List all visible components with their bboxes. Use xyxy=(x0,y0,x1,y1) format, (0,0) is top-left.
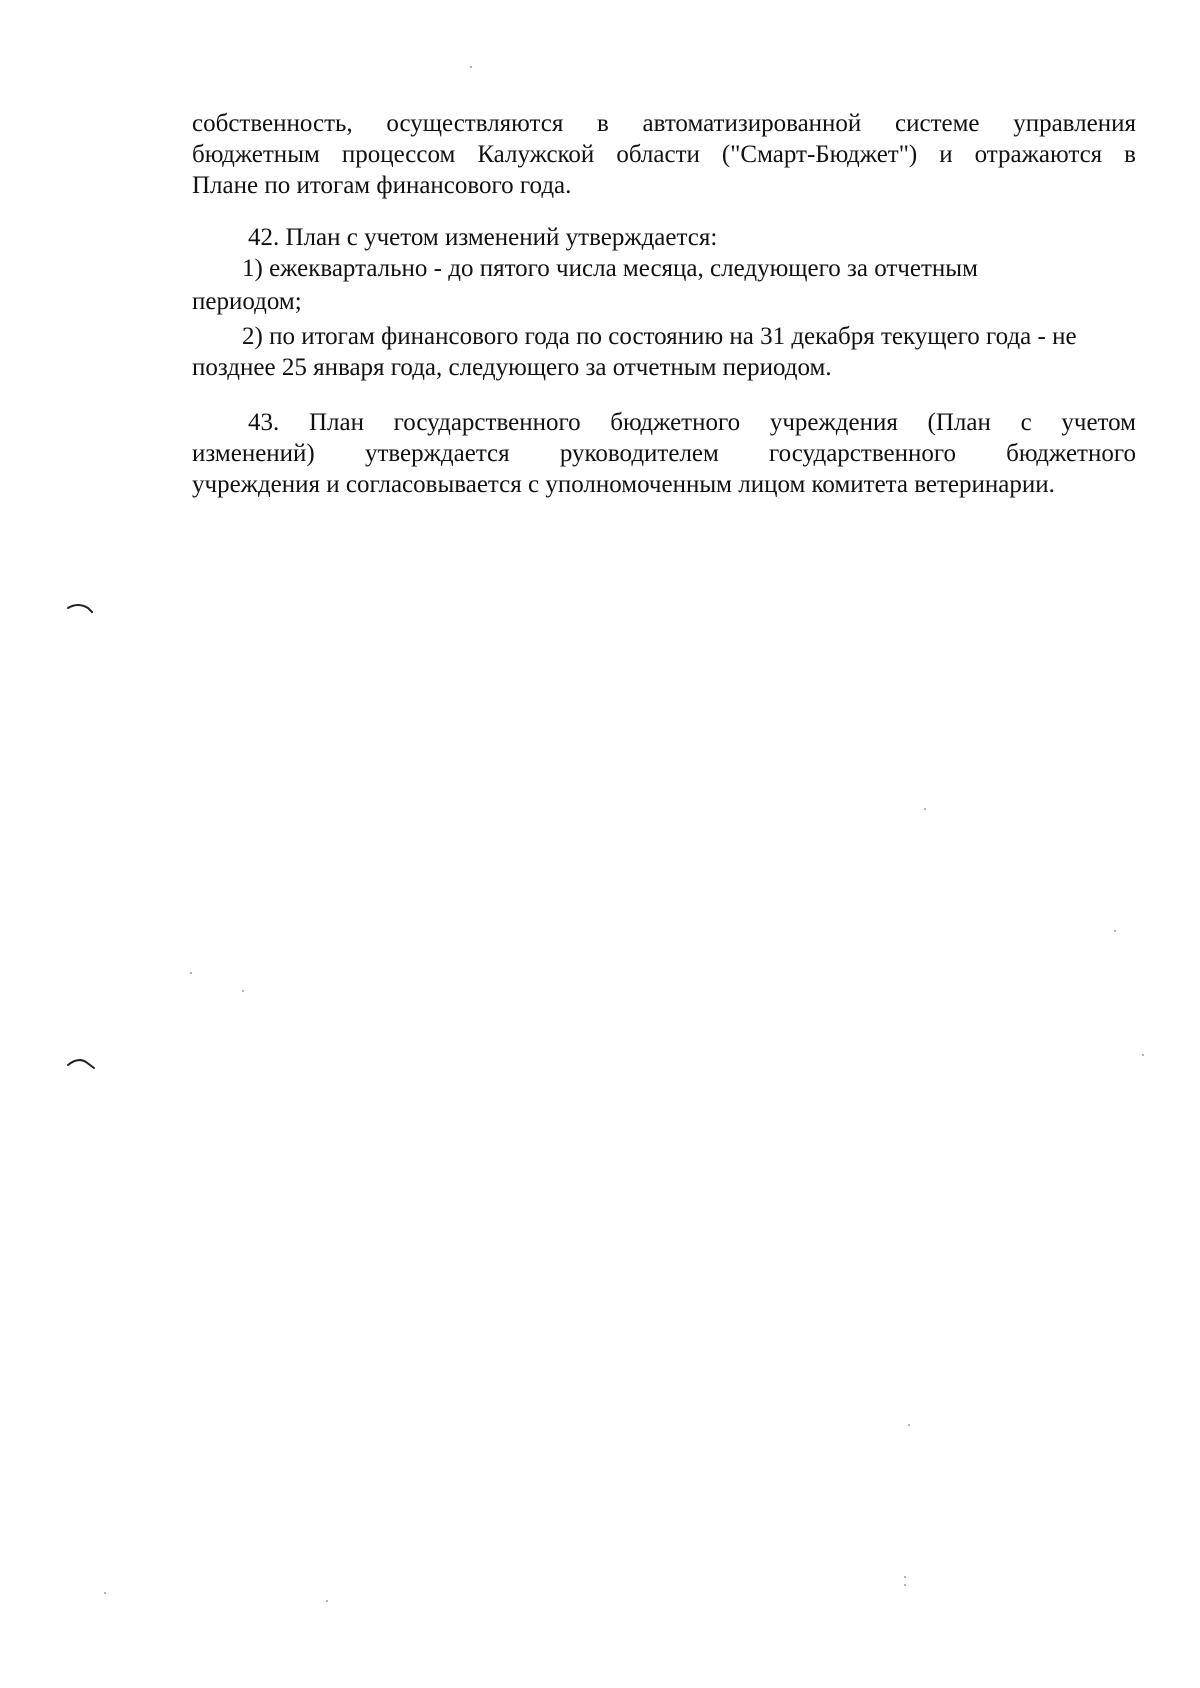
clause-42-item-1-cont: периодом; xyxy=(192,288,302,315)
clause-42-heading: 42. План с учетом изменений утверждается: xyxy=(248,224,718,251)
clause-42-item-1: 1) ежеквартально - до пятого числа месяца, следующего за отчетным xyxy=(242,255,978,282)
paragraph-continuation xyxy=(192,108,1136,201)
scan-speck xyxy=(924,808,926,810)
scan-speck xyxy=(190,972,192,974)
scan-speck xyxy=(904,1584,906,1586)
scan-speck xyxy=(470,66,472,68)
text-line: собственность, осуществляются в автоматизированной системе управления xyxy=(192,110,1136,137)
scan-speck xyxy=(1142,1054,1144,1056)
clause-42-item-2: 2) по итогам финансового года по состоянию на 31 декабря текущего года - не xyxy=(242,323,1077,350)
text-line: 43. План государственного бюджетного учреждения (План с учетом xyxy=(248,409,1136,436)
punch-mark-icon xyxy=(66,1056,96,1070)
scan-speck xyxy=(908,1424,910,1426)
clause-42 xyxy=(192,222,1136,383)
text-line: учреждения и согласовывается с уполномоченным лицом комитета ветеринарии. xyxy=(192,471,1055,498)
punch-mark-icon xyxy=(66,602,96,616)
scan-speck xyxy=(242,990,244,992)
scan-speck xyxy=(104,1592,106,1594)
clause-43 xyxy=(192,407,1136,500)
scan-speck xyxy=(1114,930,1116,932)
scan-speck xyxy=(904,1576,906,1578)
scan-speck xyxy=(326,1600,328,1602)
clause-42-item-2-cont: позднее 25 января года, следующего за отчетным периодом. xyxy=(192,354,832,381)
text-line: изменений) утверждается руководителем государственного бюджетного xyxy=(192,440,1136,467)
text-line: бюджетным процессом Калужской области ("Смарт-Бюджет") и отражаются в xyxy=(192,141,1136,168)
text-line: Плане по итогам финансового года. xyxy=(192,172,572,199)
